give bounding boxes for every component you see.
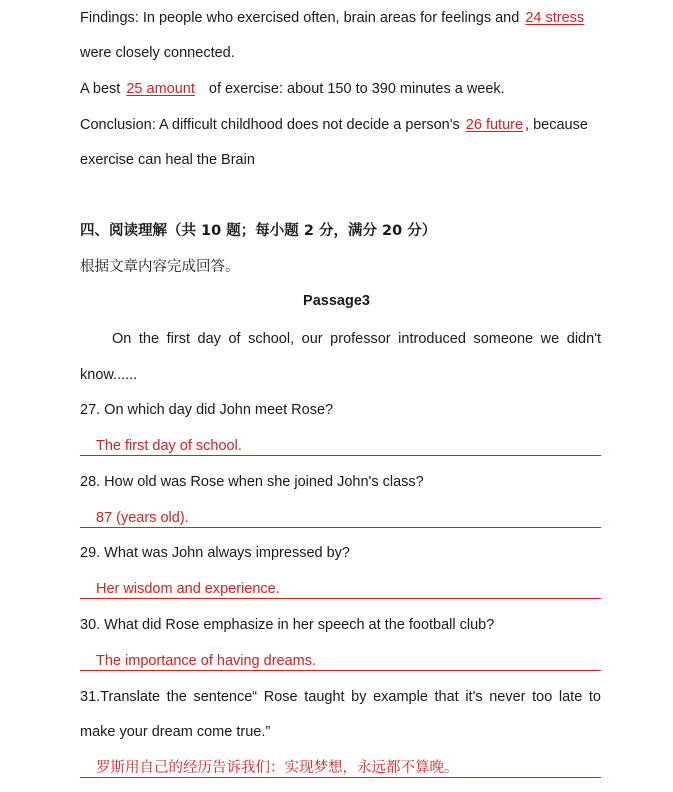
answer-31: 罗斯用自己的经历告诉我们：实现梦想，永远都不算晚。 xyxy=(80,759,601,778)
question-29: 29. What was John always impressed by? xyxy=(80,545,350,561)
answer-28: 87 (years old). xyxy=(80,509,601,528)
findings-line-2: were closely connected. xyxy=(80,45,235,61)
blank-26: 26 future xyxy=(465,117,524,133)
question-31-line-2: make your dream come true.” xyxy=(80,724,271,740)
section-heading: 四、阅读理解（共 10 题；每小题 2 分，满分 20 分） xyxy=(80,223,437,239)
answer-29: Her wisdom and experience. xyxy=(80,580,601,599)
conclusion-prefix: Conclusion: A difficult childhood does not decide a person's xyxy=(80,117,460,133)
findings-text: Findings: In people who exercised often, brain areas for feelings and xyxy=(80,10,520,26)
best-amount-prefix: A best xyxy=(80,81,121,97)
conclusion-line-1 xyxy=(80,116,588,134)
answer-30: The importance of having dreams. xyxy=(80,652,601,671)
passage-line-2: know...... xyxy=(80,367,138,383)
blank-25: 25 amount xyxy=(126,81,195,97)
passage-line-1: On the first day of school, our professor introduced someone we didn't xyxy=(112,331,601,347)
section-instruction: 根据文章内容完成回答。 xyxy=(80,259,240,275)
best-amount-line xyxy=(80,80,505,98)
passage-title: Passage3 xyxy=(303,293,370,309)
answer-27: The first day of school. xyxy=(80,437,601,456)
conclusion-line-2: exercise can heal the Brain xyxy=(80,152,255,168)
findings-line-1 xyxy=(80,9,586,27)
question-30: 30. What did Rose emphasize in her speech at the football club? xyxy=(80,617,495,633)
conclusion-suffix: , because xyxy=(525,117,588,133)
blank-24: 24 stress xyxy=(525,10,585,26)
best-amount-suffix: of exercise: about 150 to 390 minutes a week. xyxy=(208,81,505,97)
question-27: 27. On which day did John meet Rose? xyxy=(80,402,334,418)
question-28: 28. How old was Rose when she joined John's class? xyxy=(80,474,424,490)
question-31-line-1: 31.Translate the sentence“ Rose taught by example that it's never too late to xyxy=(80,689,601,705)
